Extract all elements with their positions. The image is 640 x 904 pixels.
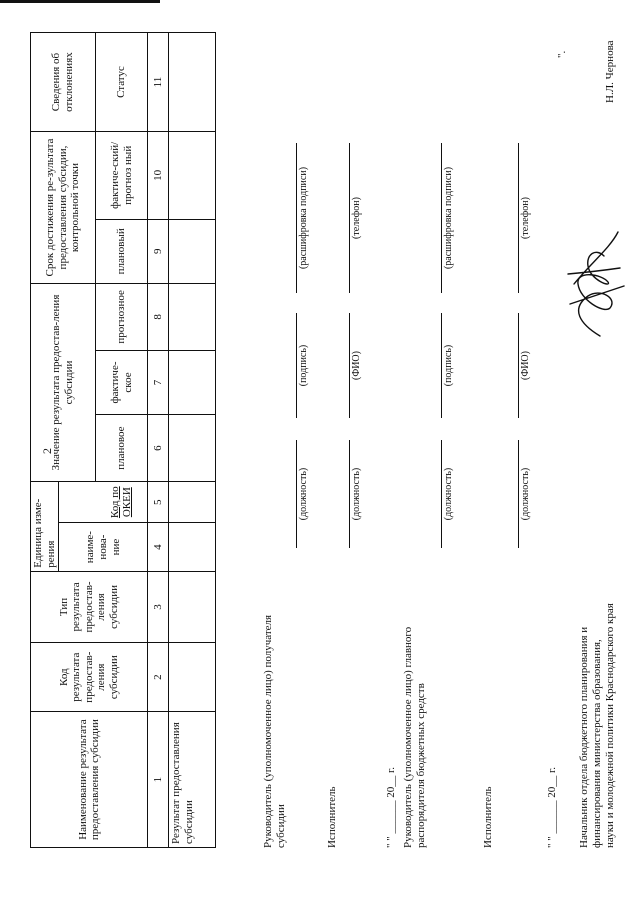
handwritten-signature-icon (560, 224, 630, 344)
header-type: Тип результата предостав-ления субсидии (31, 571, 148, 642)
block2-decode-line (441, 143, 442, 293)
block2-cap-phone: (телефон) (520, 197, 531, 239)
column-number: 4 (148, 523, 169, 571)
block1-cap-phone: (телефон) (351, 197, 362, 239)
page-number: 2 (40, 448, 54, 454)
block2-cap-fio: (ФИО) (520, 351, 531, 381)
block1-cap-fio: (ФИО) (351, 351, 362, 381)
results-table (30, 32, 216, 848)
block1-signature-line (296, 313, 297, 418)
block1-executor: Исполнитель (326, 786, 338, 848)
table-cell (169, 523, 216, 571)
block1-cap-position2: (должность) (351, 467, 362, 521)
header-unit-okei: Код по ОКЕИ (95, 481, 148, 522)
header-value-fact: фактиче-ское (95, 350, 148, 414)
table-cell (169, 350, 216, 414)
block2-cap-position: (должность) (443, 467, 454, 521)
row-label: Результат предоставления субсидии (169, 712, 216, 848)
table-cell (169, 571, 216, 642)
end-mark: ". (556, 50, 568, 58)
table-cell (169, 132, 216, 220)
table-cell (169, 643, 216, 712)
header-deviation: Сведения об отклонениях (31, 33, 96, 132)
block1-cap-position: (должность) (298, 467, 309, 521)
table-cell (169, 33, 216, 132)
block2-title-line1: Руководитель (уполномоченное лицо) главного (402, 626, 414, 848)
table-cell (169, 284, 216, 351)
header-value: Значение результата предостав-ления субсидии (31, 284, 96, 482)
column-number: 1 (148, 712, 169, 848)
block1-position-line (296, 440, 297, 548)
column-number: 9 (148, 219, 169, 283)
block1-phone-line (349, 143, 350, 293)
block2-executor: Исполнитель (482, 786, 494, 848)
header-deviation-status: Статус (95, 33, 148, 132)
header-value-plan: плановое (95, 415, 148, 482)
column-number: 11 (148, 33, 169, 132)
block2-date: " " ______ 20__ г. (546, 766, 558, 848)
block1-cap-signature: (подпись) (298, 344, 309, 387)
footer-line3: науки и молодежной политики Краснодарского края (604, 603, 616, 848)
header-unit-okei-blank (59, 481, 96, 522)
block2-fio-line (518, 313, 519, 418)
block2-phone-line (518, 143, 519, 293)
column-number: 7 (148, 350, 169, 414)
column-number: 3 (148, 571, 169, 642)
block1-fio-line (349, 313, 350, 418)
block1-cap-decode: (расшифровка подписи) (298, 166, 309, 270)
header-term: Срок достижения ре-зультата предоставления субсидии, контрольной точки (31, 132, 96, 284)
column-number: 8 (148, 284, 169, 351)
table-cell (169, 219, 216, 283)
column-number: 6 (148, 415, 169, 482)
block1-title-line2: субсидии (275, 804, 287, 848)
header-value-forecast: прогнозное (95, 284, 148, 351)
column-number: 10 (148, 132, 169, 220)
header-unit: Единица изме-рения (31, 481, 59, 571)
header-unit-name: наиме-нова-ние (59, 523, 148, 571)
block2-cap-signature: (подпись) (443, 344, 454, 387)
column-number: 5 (148, 481, 169, 522)
column-number-row (148, 33, 169, 848)
block2-executor-position-line (518, 440, 519, 548)
header-code: Код результата предостав-ления субсидии (31, 643, 148, 712)
block2-cap-position2: (должность) (520, 467, 531, 521)
column-number: 2 (148, 643, 169, 712)
block1-decode-line (296, 143, 297, 293)
footer-signer: Н.Л. Чернова (604, 40, 616, 103)
block2-signature-line (441, 313, 442, 418)
block1-executor-position-line (349, 440, 350, 548)
block2-cap-decode: (расшифровка подписи) (443, 166, 454, 270)
header-term-fact: фактиче-ский/прогноз ный (95, 132, 148, 220)
table-row (169, 33, 216, 848)
block1-title-line1: Руководитель (уполномоченное лицо) получателя (262, 614, 274, 848)
header-term-plan: плановый (95, 219, 148, 283)
block2-position-line (441, 440, 442, 548)
table-cell (169, 415, 216, 482)
footer-line2: финансирования министерства образования, (591, 639, 603, 848)
header-name: Наименование результата предоставления субсидии (31, 712, 148, 848)
footer-line1: Начальник отдела бюджетного планирования и (578, 626, 590, 848)
table-cell (169, 481, 216, 522)
block1-date: " " ______ 20__ г. (385, 766, 397, 848)
block2-title-line2: распорядителя бюджетных средств (415, 683, 427, 848)
